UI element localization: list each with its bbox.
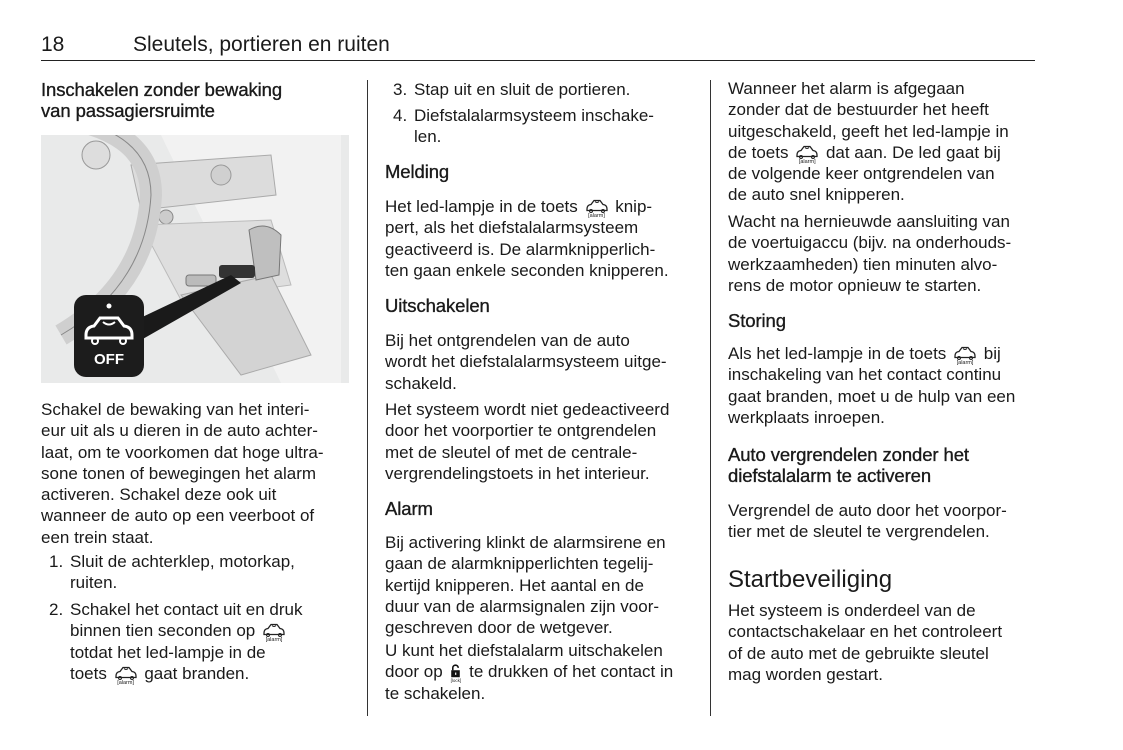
list-number: 4. [393,106,408,125]
alarm-off-icon-caption: [alarm] [117,679,134,686]
text-line: Diefstalalarmsysteem inschake- [414,106,654,125]
text-line: toets [alarm] gaat branden. [70,663,250,686]
text-line: kertijd knipperen. Het aantal en de [385,575,644,595]
list-item [393,105,654,148]
text-line: diefstalalarm te activeren [728,465,932,487]
text-line: Het systeem is onderdeel van de [728,601,976,620]
text-line: Schakel de bewaking van het interi- [41,400,310,419]
paragraph [728,500,1007,543]
section-heading [728,310,786,331]
text-line: werkzaamheden) tien minuten alvo- [728,254,998,274]
text-line: inschakeling van het contact continu [728,365,1002,385]
text-line: Wanneer het alarm is afgegaan [728,79,965,98]
unlock-icon [449,664,462,684]
text-line: Wacht na hernieuwde aansluiting van [728,212,1010,231]
text-line: pert, als het diefstalalarmsysteem [385,218,639,238]
header-divider [41,60,1035,61]
text-line: Alarm [385,498,433,519]
text-line: ruiten. [70,573,118,593]
text-line: uitgeschakeld, geeft het led-lampje in [728,121,1009,141]
alarm-off-icon-caption: [alarm] [588,213,605,219]
list-number: 1. [49,552,64,571]
text-line: totdat het led-lampje in de [70,642,266,662]
text-line: Vergrendel de auto door het voorpor- [728,501,1007,520]
text-line: geactiveerd is. De alarmknipperlich- [385,239,656,259]
paragraph [728,600,1002,685]
page-number: 18 [41,33,65,56]
section-heading [385,295,490,316]
list-number: 3. [393,80,408,99]
text-line: gaan de alarmknipperlichten tegelij- [385,554,654,574]
text-line: van passagiersruimte [41,100,215,122]
column-divider [710,80,711,716]
paragraph [385,532,666,638]
text-line: rens de motor opnieuw te starten. [728,275,982,295]
text-line: schakeld. [385,373,457,393]
section-heading [728,444,969,487]
text-line: de toets [alarm] dat aan. De led gaat bij [728,142,1001,165]
text-line: gaat branden, moet u de hulp van een [728,386,1016,406]
alarm-off-icon-caption: [alarm] [956,360,974,366]
paragraph [728,211,1011,296]
text-line: Auto vergrendelen zonder het [728,444,969,465]
text-line: Uitschakelen [385,295,490,316]
text-line: len. [414,127,442,147]
text-line: Bij het ontgrendelen van de auto [385,331,630,350]
section-heading [385,161,449,182]
alarm-off-button-icon [585,199,609,219]
text-line: mag worden gestart. [728,664,883,684]
alarm-button-illustration [41,135,349,383]
text-line: laat, om te voorkomen dat hoge ultra- [41,442,324,462]
text-line: ten gaan enkele seconden knipperen. [385,260,669,280]
text-line: binnen tien seconden op [alarm] [70,620,302,641]
text-line: Startbeveiliging [728,566,893,593]
text-line: door het voorportier te ontgrendelen [385,421,657,441]
paragraph [385,330,667,394]
text-line: duur van de alarmsignalen zijn voor- [385,596,660,616]
paragraph [41,399,324,548]
text-line: vergrendelingstoets in het interieur. [385,463,650,483]
text-line: Als het led-lampje in de toets [alarm] bij [728,344,1001,366]
text-line: wanneer de auto op een veerboot of [41,506,315,526]
text-line: door op [lock] te drukken of het contact in [385,662,674,684]
text-line: wordt het diefstalalarmsysteem uitge- [385,352,667,372]
text-line: de volgende keer ontgrendelen van [728,164,995,184]
section-heading [385,498,433,519]
text-line: Sluit de achterklep, motorkap, [70,552,295,571]
text-line: te schakelen. [385,683,486,703]
off-label: OFF [94,351,124,368]
text-line: Inschakelen zonder bewaking [41,79,283,100]
list-item [49,599,303,686]
paragraph [385,196,669,281]
paragraph [385,399,669,484]
alarm-off-button-icon [262,623,286,643]
alarm-off-icon-caption: [alarm] [265,637,283,644]
page-title: Sleutels, portieren en ruiten [133,33,390,56]
text-line: een trein staat. [41,527,154,547]
text-line: Bij activering klinkt de alarmsirene en [385,533,666,552]
text-line: Storing [728,310,786,331]
text-line: sone tonen of bewegingen het alarm [41,463,317,483]
text-line: tier met de sleutel te vergrendelen. [728,522,990,542]
paragraph [728,78,1009,206]
alarm-off-button-icon [953,346,977,366]
text-line: de auto snel knipperen. [728,185,905,205]
column-divider [367,80,368,716]
unlock-icon-caption: [lock] [450,678,462,684]
text-line: geschreven door de wetgever. [385,618,613,638]
text-line: eur uit als u dieren in de auto achter- [41,421,318,441]
text-line: met de sleutel of met de centrale- [385,442,638,462]
text-line: Het systeem wordt niet gedeactiveerd [385,400,670,419]
alarm-off-icon-caption: [alarm] [798,158,816,165]
section-heading [41,79,282,122]
alarm-off-button-icon [114,666,138,686]
list-number: 2. [49,600,64,619]
paragraph [728,343,1015,428]
alarm-off-button-icon [795,145,819,165]
text-line: werkplaats inroepen. [728,407,885,427]
text-line: of de auto met de gebruikte sleutel [728,643,989,663]
list-item [49,551,295,594]
list-item [393,79,631,100]
text-line: de voertuigaccu (bijv. na onderhouds- [728,233,1012,253]
text-line: contactschakelaar en het controleert [728,622,1003,642]
paragraph [385,640,673,704]
section-heading [728,567,892,593]
text-line: activeren. Schakel deze ook uit [41,485,277,505]
text-line: Schakel het contact uit en druk [70,600,303,619]
text-line: zonder dat de bestuurder het heeft [728,100,989,120]
text-line: Stap uit en sluit de portieren. [414,80,631,99]
text-line: U kunt het diefstalalarm uitschakelen [385,641,663,660]
text-line: Melding [385,161,450,182]
text-line: Het led-lampje in de toets [alarm] knip- [385,197,653,219]
